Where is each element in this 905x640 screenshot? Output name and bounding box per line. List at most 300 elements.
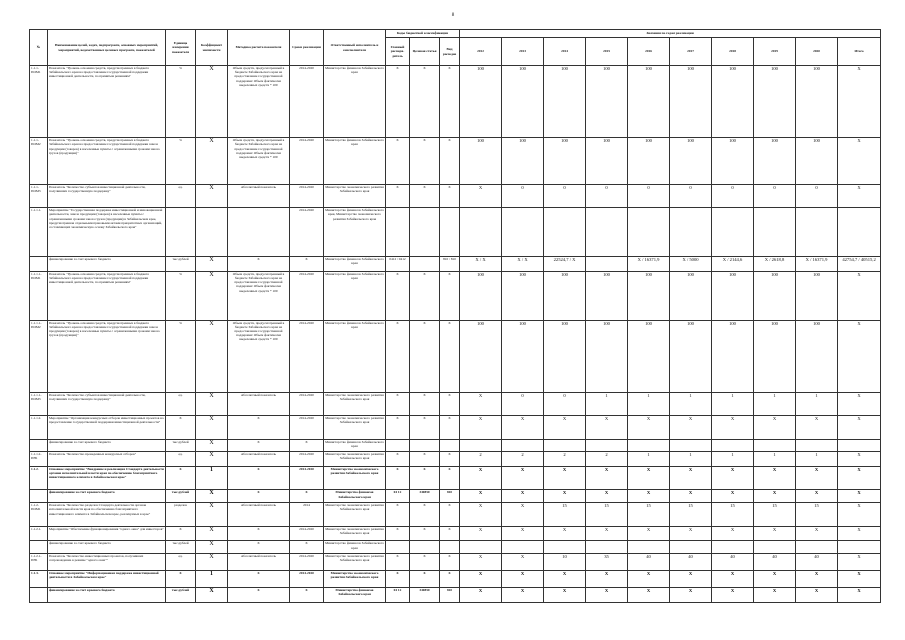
row-budget-code [386, 541, 410, 554]
row-year-value: 100 [544, 271, 586, 320]
row-year-value [628, 439, 670, 452]
row-num [30, 439, 48, 452]
table-row [30, 184, 881, 207]
row-budget-code: X [386, 138, 410, 185]
row-name: Показатель "Количество проведенных конкурсных отборов" [48, 452, 166, 467]
row-year-value: X [670, 571, 712, 588]
row-period: 2014-2020 [290, 66, 324, 138]
row-budget-code [386, 439, 410, 452]
row-year-value: X [754, 526, 796, 541]
row-year-value: 100 [754, 138, 796, 185]
row-year-value: X [586, 490, 628, 503]
row-budget-code: X [440, 554, 460, 571]
row-method: X [228, 416, 290, 439]
row-period: 2014-2020 [290, 416, 324, 439]
row-num [30, 588, 48, 603]
row-coef: X [196, 66, 228, 138]
row-budget-code: X [410, 452, 440, 467]
row-name: Мероприятие "Организация конкурсных отборов инвестиционных проектов на предоставление государственной поддержки инвестиционной деятельности" [48, 416, 166, 439]
row-year-value: X [460, 467, 502, 490]
row-budget-code: X [440, 392, 460, 415]
row-unit: X [166, 571, 196, 588]
row-year-value: 100 [670, 138, 712, 185]
row-total [838, 208, 881, 257]
row-total: X [838, 392, 881, 415]
row-budget-code: X [386, 526, 410, 541]
row-year-value [544, 541, 586, 554]
table-row [30, 526, 881, 541]
row-coef [196, 208, 228, 257]
row-budget-code: X [410, 138, 440, 185]
row-year-value: 100 [628, 66, 670, 138]
row-year-value [754, 208, 796, 257]
row-total: X [838, 467, 881, 490]
row-year-value: X [796, 490, 838, 503]
header-year: 2018 [712, 38, 754, 66]
row-name: финансирование за счет краевого бюджета [48, 541, 166, 554]
row-coef: X [196, 554, 228, 571]
row-year-value: 40 [670, 554, 712, 571]
row-method: Абсолютный показатель [228, 452, 290, 467]
row-name: Мероприятие "Государственная поддержка инвестиционной и инновационной деятельности, завоза продукции (товаров) в населенные пункты с ограниченными сроками завоза грузов (продукции) в Забайкальском крае, предусмотренная отдельными правовыми актами приоритетных организаций, составляющих экономическую основу Забайкальского края" [48, 208, 166, 257]
row-year-value: 40 [796, 554, 838, 571]
row-period: 2014-2020 [290, 208, 324, 257]
row-year-value: 0 [628, 184, 670, 207]
row-num: 1.1.1.2. [30, 416, 48, 439]
row-year-value: 1 [754, 392, 796, 415]
row-coef: X [196, 271, 228, 320]
row-method: Объем средств, предусмотренный в бюджете Забайкальского края на предоставление государственной поддержки/ Объем фактически выделенных средств * 100 [228, 138, 290, 185]
row-year-value [712, 541, 754, 554]
row-budget-code: X [440, 320, 460, 392]
row-coef: X [196, 439, 228, 452]
row-responsible: Министерство экономического развития Забайкальского края [324, 392, 386, 415]
row-budget-code: X [410, 526, 440, 541]
row-name: Мероприятие "Обеспечение функционирования "одного окна" для инвесторов" [48, 526, 166, 541]
row-year-value: X [502, 416, 544, 439]
row-year-value: 40 [712, 554, 754, 571]
row-num: 1.1.1.1. [30, 208, 48, 257]
row-year-value [586, 439, 628, 452]
row-total: X [838, 138, 881, 185]
row-num: 1.1.1.1-ПОМ2 [30, 320, 48, 392]
row-budget-code: 810 [440, 490, 460, 503]
row-period: 2014-2020 [290, 452, 324, 467]
row-year-value: X [670, 416, 712, 439]
row-responsible: Министерство финансов Забайкальского края [324, 271, 386, 320]
row-year-value: 22524,7 / X [544, 257, 586, 272]
row-period: 2014-2020 [290, 554, 324, 571]
row-unit: тыс.рублей [166, 490, 196, 503]
row-year-value: X [754, 571, 796, 588]
row-year-value: X [796, 467, 838, 490]
row-name: Показатель "Уровень освоения средств, предусмотренных в бюджете Забайкальского края на предоставление государственной поддержки завоза продукции (товаров) в населенные пункты с ограниченными сроками завоза грузов (продукции)" [48, 320, 166, 392]
row-year-value: X [670, 526, 712, 541]
row-budget-code: 340850 [410, 588, 440, 603]
row-period: X [290, 490, 324, 503]
header-total: Итого [838, 38, 881, 66]
row-total: X [838, 184, 881, 207]
row-budget-code: X [386, 467, 410, 490]
row-name: финансирование за счет краевого бюджета [48, 257, 166, 272]
row-year-value [586, 541, 628, 554]
row-unit: ед. [166, 554, 196, 571]
row-year-value: X [544, 571, 586, 588]
row-year-value: 0 [544, 392, 586, 415]
row-year-value: X [628, 588, 670, 603]
row-year-value: X / 2618,8 [754, 257, 796, 272]
row-budget-code: X [440, 467, 460, 490]
row-unit: тыс.рублей [166, 439, 196, 452]
row-unit: % [166, 138, 196, 185]
row-year-value: 100 [544, 66, 586, 138]
row-year-value: 2 [460, 452, 502, 467]
row-budget-code: 340850 [410, 490, 440, 503]
row-year-value: 40 [628, 554, 670, 571]
row-year-value [754, 439, 796, 452]
row-budget-code [440, 541, 460, 554]
row-name: Показатель "Уровень освоения средств, предусмотренных в бюджете Забайкальского края на предоставление государственной поддержки инвестиционной деятельности, по принятым решениям" [48, 271, 166, 320]
row-budget-code: X [410, 320, 440, 392]
row-responsible: Министерство экономического развития Забайкальского края [324, 571, 386, 588]
row-budget-code [440, 208, 460, 257]
row-unit: X [166, 467, 196, 490]
row-year-value [796, 439, 838, 452]
row-num [30, 541, 48, 554]
row-coef: X [196, 184, 228, 207]
row-year-value: 100 [670, 320, 712, 392]
row-year-value: 1 [796, 452, 838, 467]
row-budget-code: X [410, 467, 440, 490]
row-year-value: X [754, 467, 796, 490]
row-year-value [544, 208, 586, 257]
row-year-value: X [586, 588, 628, 603]
row-year-value: X [586, 416, 628, 439]
row-method: Объем средств, предусмотренный в бюджете Забайкальского края на предоставление государственной поддержки/ Объем фактически выделенных средств * 100 [228, 271, 290, 320]
row-year-value: 1 [712, 452, 754, 467]
row-budget-code: X [410, 503, 440, 526]
row-year-value: 100 [628, 271, 670, 320]
header-year: 2014 [544, 38, 586, 66]
row-period: X [290, 257, 324, 272]
row-budget-code [386, 208, 410, 257]
row-year-value: 0 [754, 184, 796, 207]
row-year-value: 100 [796, 138, 838, 185]
row-method: X [228, 526, 290, 541]
row-year-value: X [712, 416, 754, 439]
header-period: Сроки реализации [290, 30, 324, 66]
row-year-value [586, 208, 628, 257]
row-year-value: X [796, 416, 838, 439]
row-total: X [838, 571, 881, 588]
row-year-value: 100 [544, 320, 586, 392]
row-name: финансирование за счет краевого бюджета [48, 439, 166, 452]
table-body [30, 66, 881, 603]
row-method [228, 208, 290, 257]
row-year-value: 1 [754, 452, 796, 467]
row-budget-code: X [386, 320, 410, 392]
row-unit: тыс.рублей [166, 541, 196, 554]
row-budget-code [410, 439, 440, 452]
row-year-value: 100 [502, 66, 544, 138]
row-budget-code [410, 257, 440, 272]
row-budget-code: X [440, 66, 460, 138]
table-row [30, 439, 881, 452]
row-method: Абсолютный показатель [228, 392, 290, 415]
row-year-value [460, 541, 502, 554]
row-year-value: 35 [586, 554, 628, 571]
row-budget-code: 810 / 810 [440, 257, 460, 272]
row-year-value: X [460, 184, 502, 207]
row-year-value: X / 16371,9 [796, 257, 838, 272]
row-year-value [670, 208, 712, 257]
table-row [30, 588, 881, 603]
row-budget-code: X [440, 571, 460, 588]
table-row [30, 554, 881, 571]
row-year-value: X [754, 588, 796, 603]
row-budget-code: X [386, 392, 410, 415]
row-year-value: X [502, 588, 544, 603]
row-year-value: X [460, 503, 502, 526]
row-year-value: 15 [712, 503, 754, 526]
row-budget-code: X [440, 452, 460, 467]
table-row [30, 503, 881, 526]
row-name: финансирование за счет краевого бюджета [48, 588, 166, 603]
row-year-value: 1 [628, 392, 670, 415]
row-num [30, 257, 48, 272]
row-year-value: 0 [670, 184, 712, 207]
row-year-value: X / X [460, 257, 502, 272]
row-year-value: X [754, 416, 796, 439]
row-budget-code: X [440, 526, 460, 541]
row-year-value [628, 541, 670, 554]
row-year-value: 100 [712, 66, 754, 138]
row-year-value [460, 208, 502, 257]
row-period: 2014-2020 [290, 271, 324, 320]
table-row [30, 490, 881, 503]
row-total: X [838, 526, 881, 541]
row-unit: % [166, 271, 196, 320]
header-coef: Коэффициент значимости [196, 30, 228, 66]
table-row [30, 320, 881, 392]
row-year-value: X [670, 467, 712, 490]
row-budget-code: X [440, 184, 460, 207]
row-period: 2014-2020 [290, 392, 324, 415]
row-name: Показатель "Количество субъектов инвестиционной деятельности, получивших государственную поддержку" [48, 392, 166, 415]
row-year-value: X / 5000 [670, 257, 712, 272]
row-total: X [838, 503, 881, 526]
row-year-value: 100 [754, 66, 796, 138]
row-year-value: 100 [586, 138, 628, 185]
row-year-value: 100 [502, 320, 544, 392]
row-year-value: X [586, 467, 628, 490]
row-year-value: X [628, 490, 670, 503]
row-year-value [586, 257, 628, 272]
row-year-value: 100 [670, 66, 712, 138]
row-year-value: X [544, 588, 586, 603]
row-responsible: Министерство финансов Забайкальского края [324, 257, 386, 272]
row-name: Основное мероприятие "Информационная поддержка инвестиционной деятельности в Забайкальском крае" [48, 571, 166, 588]
row-year-value: X [502, 490, 544, 503]
row-year-value: X [796, 526, 838, 541]
row-method: Объем средств, предусмотренный в бюджете Забайкальского края на предоставление государственной поддержки/ Объем фактически выделенных средств * 100 [228, 320, 290, 392]
row-budget-code: X [440, 138, 460, 185]
row-unit: % [166, 66, 196, 138]
row-year-value: X [586, 526, 628, 541]
row-year-value: X [544, 416, 586, 439]
row-budget-code: X [386, 452, 410, 467]
row-year-value: 15 [628, 503, 670, 526]
row-coef: X [196, 416, 228, 439]
row-budget-code: X [386, 571, 410, 588]
row-year-value: 2 [586, 452, 628, 467]
table-row [30, 66, 881, 138]
table-row [30, 452, 881, 467]
row-coef: 1 [196, 571, 228, 588]
row-year-value [670, 541, 712, 554]
row-year-value: X [460, 416, 502, 439]
table-row [30, 138, 881, 185]
header-name: Наименование целей, задач, подпрограмм, основных мероприятий, мероприятий, ведомственных целевых программ, показателей [48, 30, 166, 66]
row-period: 2014-2020 [290, 184, 324, 207]
row-year-value: X [712, 571, 754, 588]
row-year-value: X [460, 490, 502, 503]
row-name: Показатель "Количество разделов Стандарта деятельности органов исполнительной власти края по обеспечению благоприятного инвестиционного климата в Забайкальском крае, реализуемых в крае" [48, 503, 166, 526]
row-year-value: 10 [544, 554, 586, 571]
row-budget-code: X [386, 184, 410, 207]
row-year-value: 100 [544, 138, 586, 185]
row-budget-code: X [440, 416, 460, 439]
row-budget-code: X [410, 392, 440, 415]
row-total [838, 541, 881, 554]
row-coef: X [196, 257, 228, 272]
row-year-value: X [544, 490, 586, 503]
row-year-value: 100 [460, 320, 502, 392]
header-num: № [30, 30, 48, 66]
row-year-value: 100 [502, 271, 544, 320]
row-year-value: X [586, 571, 628, 588]
row-year-value: 1 [586, 392, 628, 415]
row-year-value: 15 [796, 503, 838, 526]
row-coef: X [196, 320, 228, 392]
row-coef: X [196, 138, 228, 185]
row-budget-code [410, 541, 440, 554]
row-unit: % [166, 320, 196, 392]
table-row [30, 467, 881, 490]
row-year-value: X [502, 503, 544, 526]
row-year-value: X [502, 467, 544, 490]
row-budget-code [410, 208, 440, 257]
row-total [838, 439, 881, 452]
row-responsible: Министерство экономического развития Забайкальского края [324, 452, 386, 467]
row-year-value [670, 439, 712, 452]
row-year-value: 1 [712, 392, 754, 415]
row-name: Показатель "Уровень освоения средств, предусмотренных в бюджете Забайкальского края на предоставление государственной поддержки инвестиционной деятельности, по принятым решениям" [48, 66, 166, 138]
row-num: 1.1.1.2-ПН1 [30, 452, 48, 467]
row-unit: тыс.рублей [166, 257, 196, 272]
row-responsible: Министерство финансов Забайкальского края [324, 588, 386, 603]
row-coef: X [196, 452, 228, 467]
row-unit: ед. [166, 392, 196, 415]
row-year-value: 0 [796, 184, 838, 207]
row-method: X [228, 571, 290, 588]
row-year-value: X / 16371,9 [628, 257, 670, 272]
row-unit: X [166, 526, 196, 541]
table-row [30, 257, 881, 272]
row-responsible: Министерство финансов Забайкальского края [324, 320, 386, 392]
row-year-value: 100 [712, 320, 754, 392]
row-year-value: X [460, 526, 502, 541]
row-year-value: 15 [754, 503, 796, 526]
row-method: Абсолютный показатель [228, 554, 290, 571]
row-budget-code: X [410, 184, 440, 207]
row-year-value: 0 [586, 184, 628, 207]
table-row [30, 392, 881, 415]
row-budget-code: X [410, 66, 440, 138]
indicators-table [29, 29, 881, 603]
row-year-value: 15 [544, 503, 586, 526]
row-budget-code: X [386, 416, 410, 439]
header-budget-col: Целевая статья [410, 38, 440, 66]
row-total: X [838, 452, 881, 467]
row-coef: 1 [196, 467, 228, 490]
row-responsible: Министерство экономического развития Забайкальского края [324, 184, 386, 207]
row-year-value [502, 541, 544, 554]
row-responsible: Министерство финансов Забайкальского края [324, 490, 386, 503]
row-budget-code: X [386, 66, 410, 138]
row-year-value: 0 [502, 392, 544, 415]
row-year-value: 100 [670, 271, 712, 320]
header-year: 2019 [754, 38, 796, 66]
row-year-value: 0 [544, 184, 586, 207]
row-year-value: X [712, 526, 754, 541]
row-year-value: 1 [628, 452, 670, 467]
row-year-value: X [712, 490, 754, 503]
row-year-value [502, 439, 544, 452]
row-budget-code: X [410, 416, 440, 439]
header-year: 2012 [460, 38, 502, 66]
row-year-value: X / X [502, 257, 544, 272]
row-year-value: X [460, 554, 502, 571]
row-year-value: X [712, 588, 754, 603]
row-coef: X [196, 392, 228, 415]
row-total: X [838, 490, 881, 503]
row-num: 1.1.1-ПОМ2 [30, 138, 48, 185]
row-total: X [838, 416, 881, 439]
row-budget-code: 04 12 [386, 588, 410, 603]
row-total: X [838, 271, 881, 320]
row-year-value: 100 [712, 138, 754, 185]
row-year-value: X [670, 490, 712, 503]
row-year-value: 100 [502, 138, 544, 185]
row-year-value: X [712, 467, 754, 490]
row-period: X [290, 541, 324, 554]
row-year-value: X / 2144,6 [712, 257, 754, 272]
row-year-value: X [628, 526, 670, 541]
row-year-value: X [628, 416, 670, 439]
row-year-value [796, 208, 838, 257]
row-budget-code: X [440, 503, 460, 526]
row-period: 2014-2020 [290, 571, 324, 588]
row-year-value: X [544, 526, 586, 541]
row-coef: X [196, 526, 228, 541]
header-method: Методика расчета показателя [228, 30, 290, 66]
row-period: 2014-2020 [290, 138, 324, 185]
row-year-value: 2 [544, 452, 586, 467]
row-year-value [712, 208, 754, 257]
row-name: Показатель "Уровень освоения средств, предусмотренных в бюджете Забайкальского края на предоставление государственной поддержки завоза продукции (товаров) в населенные пункты с ограниченными сроками завоза грузов (продукции)" [48, 138, 166, 185]
row-method: X [228, 490, 290, 503]
